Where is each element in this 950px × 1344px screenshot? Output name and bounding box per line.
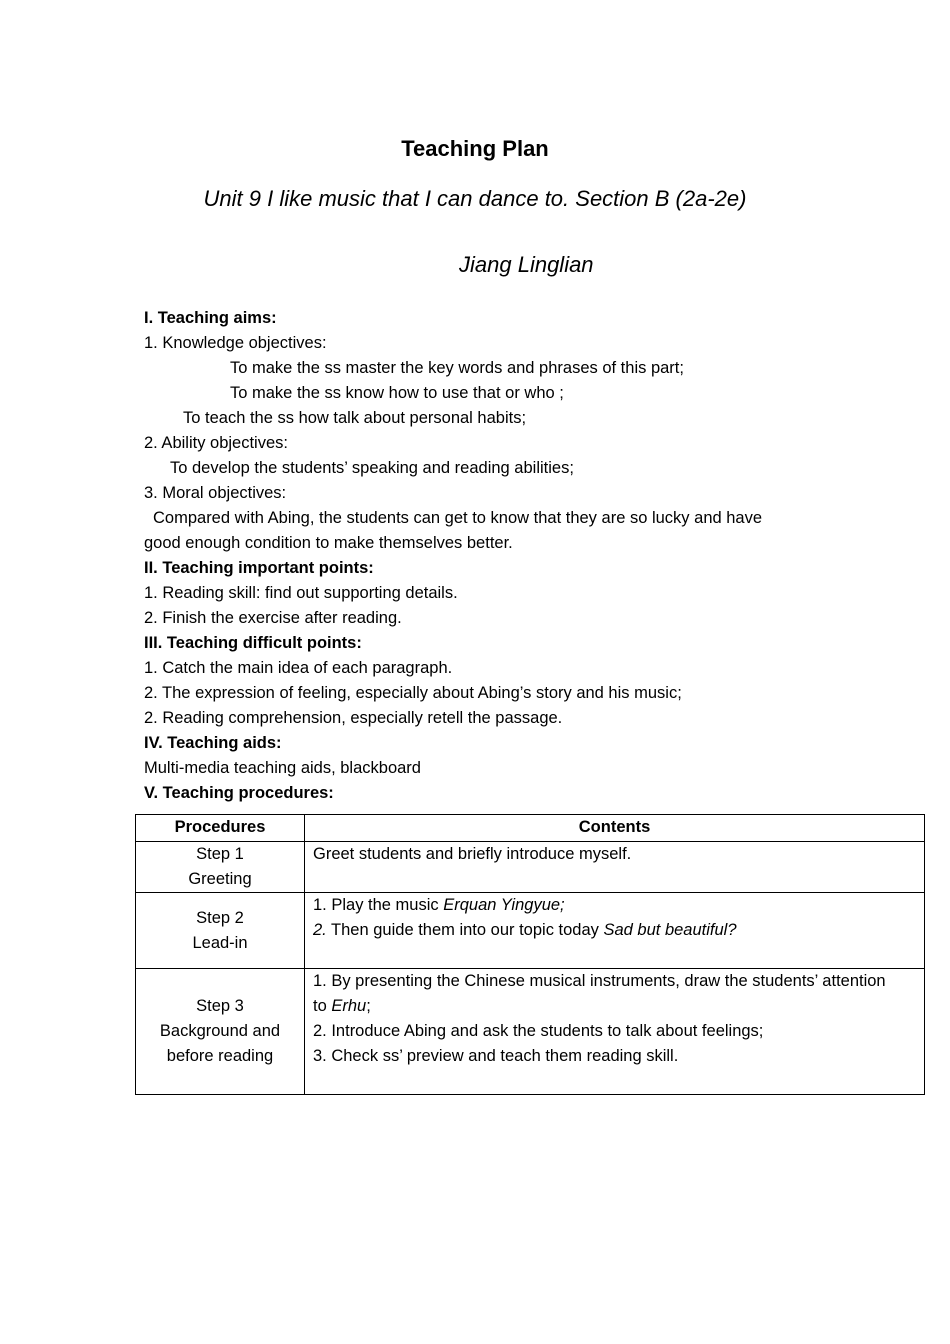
step-name: Greeting (188, 870, 252, 888)
content-line: 2. Introduce Abing and ask the students to talk about feelings; (313, 1022, 764, 1040)
content-cell (305, 893, 925, 969)
step-number: Step 1 (196, 845, 244, 863)
item-number: 2. (313, 921, 327, 939)
aids-item: Multi-media teaching aids, blackboard (144, 759, 421, 777)
difficult-item: 2. The expression of feeling, especially about Abing’s story and his music; (144, 684, 682, 702)
step-name: Background and (159, 1022, 281, 1040)
content-line (313, 918, 916, 943)
document-title: Teaching Plan (401, 136, 549, 161)
content-text: Then guide them into our topic today (326, 921, 604, 939)
document-subtitle: Unit 9 I like music that I can dance to. Section B (2a-2e) (203, 186, 747, 211)
aims-heading: I. Teaching aims: (144, 309, 277, 327)
step-number: Step 2 (196, 908, 244, 927)
difficult-item: 2. Reading comprehension, especially retell the passage. (144, 709, 563, 727)
content-text: to (313, 997, 332, 1015)
table-row (136, 842, 925, 893)
content-cell (305, 842, 925, 893)
column-header-procedures: Procedures (136, 815, 305, 842)
important-item: 1. Reading skill: find out supporting details. (144, 584, 458, 602)
plan-body (144, 306, 834, 806)
topic-title: Sad but beautiful? (603, 921, 737, 939)
moral-label: 3. Moral objectives: (144, 484, 287, 502)
procedures-heading: V. Teaching procedures: (144, 784, 334, 802)
table-row (136, 969, 925, 1095)
step-name: before reading (166, 1047, 274, 1065)
aids-heading: IV. Teaching aids: (144, 734, 282, 752)
column-header-contents: Contents (305, 815, 925, 842)
content-line (313, 994, 916, 1019)
difficult-heading: III. Teaching difficult points: (144, 634, 362, 652)
moral-item: Compared with Abing, the students can get to know that they are so lucky and have (153, 509, 763, 527)
step-cell (136, 893, 305, 969)
important-item: 2. Finish the exercise after reading. (144, 609, 402, 627)
content-text: ; (366, 997, 371, 1015)
content-cell (305, 969, 925, 1095)
author-name: Jiang Linglian (459, 252, 594, 277)
step-number: Step 3 (196, 997, 244, 1015)
step-name: Lead-in (192, 933, 248, 952)
ability-item: To develop the students’ speaking and reading abilities; (170, 459, 574, 477)
ability-label: 2. Ability objectives: (144, 434, 288, 452)
instrument-name: Erhu (331, 997, 367, 1015)
procedures-table (135, 814, 925, 1095)
knowledge-item: To make the ss know how to use that or who ; (230, 384, 564, 402)
difficult-item: 1. Catch the main idea of each paragraph. (144, 659, 453, 677)
content-line: 3. Check ss’ preview and teach them reading skill. (313, 1047, 679, 1065)
step-cell (136, 842, 305, 893)
music-title: Erquan Yingyue; (443, 896, 565, 914)
table-row (136, 893, 925, 969)
step-cell (136, 969, 305, 1095)
knowledge-label: 1. Knowledge objectives: (144, 334, 327, 352)
moral-item-continued: good enough condition to make themselves better. (144, 534, 513, 552)
content-line: 1. By presenting the Chinese musical instruments, draw the students’ attention (313, 972, 886, 990)
important-heading: II. Teaching important points: (144, 559, 374, 577)
table-header-row (136, 815, 925, 842)
content-line: Greet students and briefly introduce myself. (313, 845, 632, 863)
knowledge-item: To make the ss master the key words and phrases of this part; (230, 359, 684, 377)
knowledge-item: To teach the ss how talk about personal habits; (183, 409, 527, 427)
content-line (313, 893, 916, 918)
content-text: 1. Play the music (313, 896, 444, 914)
